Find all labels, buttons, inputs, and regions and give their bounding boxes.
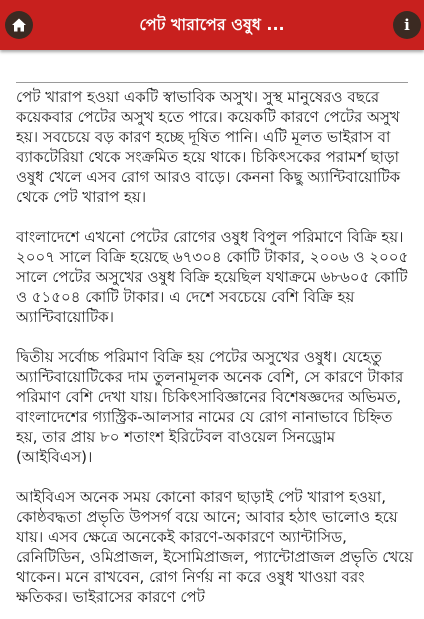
home-icon <box>11 17 27 33</box>
article-paragraph: আইবিএস অনেক সময় কোনো কারণ ছাড়াই পেট খারাপ হওয়া, কোষ্ঠবদ্ধতা প্রভৃতি উপসর্গ বয়ে আনে; আবার হঠাৎ ভালোও হয়ে যায়। এসব ক্ষেত্রে অনেকেই কারণে-অকারণে অ্যান্টাসিড, রেনিটিডিন, ওমিপ্রাজল, ইসোমিপ্রাজল, প্যান্টোপ্রাজল প্রভৃতি খেয়ে থাকেন। মনে রাখবেন, রোগ নির্ণয় না করে ওষুধ খাওয়া বরং ক্ষতিকর। ভাইরাসের কারণে পেট <box>16 488 414 606</box>
article-paragraph: বাংলাদেশে এখনো পেটের রোগের ওষুধ বিপুল পরিমাণে বিক্রি হয়। ২০০৭ সালে বিক্রি হয়েছে ৬৭৩০৪ কোটি টাকার, ২০০৬ ও ২০০৫ সালে পেটের অসুখের ওষুধ বিক্রি হয়েছিল যথাক্রমে ৬৮৬০৫ কোটি ও ৫১৫০৪ কোটি টাকার। এ দেশে সবচেয়ে বেশি বিক্রি হয় অ্যান্টিবায়োটিক। <box>16 228 409 326</box>
article-content <box>16 82 414 619</box>
divider <box>16 82 408 83</box>
article-paragraph: দ্বিতীয় সর্বোচ্চ পরিমাণ বিক্রি হয় পেটের অসুখের ওষুধ। যেহেতু অ্যান্টিবায়োটিকের দাম তুলনামূলক অনেক বেশি, সে কারণে টাকার পরিমাণ বেশি দেখা যায়। চিকিৎসাবিজ্ঞানের বিশেষজ্ঞদের অভিমত, বাংলাদেশের গ্যাস্ট্রিক-আলসার নামের যে রোগ নানাভাবে চিহ্নিত হয়, তার প্রায় ৮০ শতাংশ ইরিটেবল বাওয়েল সিনড্রোম (আইবিএস)। <box>16 348 404 466</box>
page-title: পেট খারাপের ওষুধ ... <box>139 14 285 34</box>
info-icon: i <box>404 15 410 34</box>
info-button[interactable] <box>393 11 421 39</box>
home-button[interactable] <box>5 11 33 39</box>
app-header <box>0 0 424 50</box>
article-paragraph: পেট খারাপ হওয়া একটি স্বাভাবিক অসুখ। সুস্থ মানুষেরও বছরে কয়েকবার পেটের অসুখ হতে পারে। কয়েকটি কারণে পেটের অসুখ হয়। সবচেয়ে বড় কারণ হচ্ছে দূষিত পানি। এটি মূলত ভাইরাস বা ব্যাকটেরিয়া থেকে সংক্রমিত হয়ে থাকে। চিকিৎসকের পরামর্শ ছাড়া ওষুধ খেলে এসব রোগ আরও বাড়ে। কেননা কিছু অ্যান্টিবায়োটিক থেকে পেট খারাপ হয়। <box>16 88 401 206</box>
